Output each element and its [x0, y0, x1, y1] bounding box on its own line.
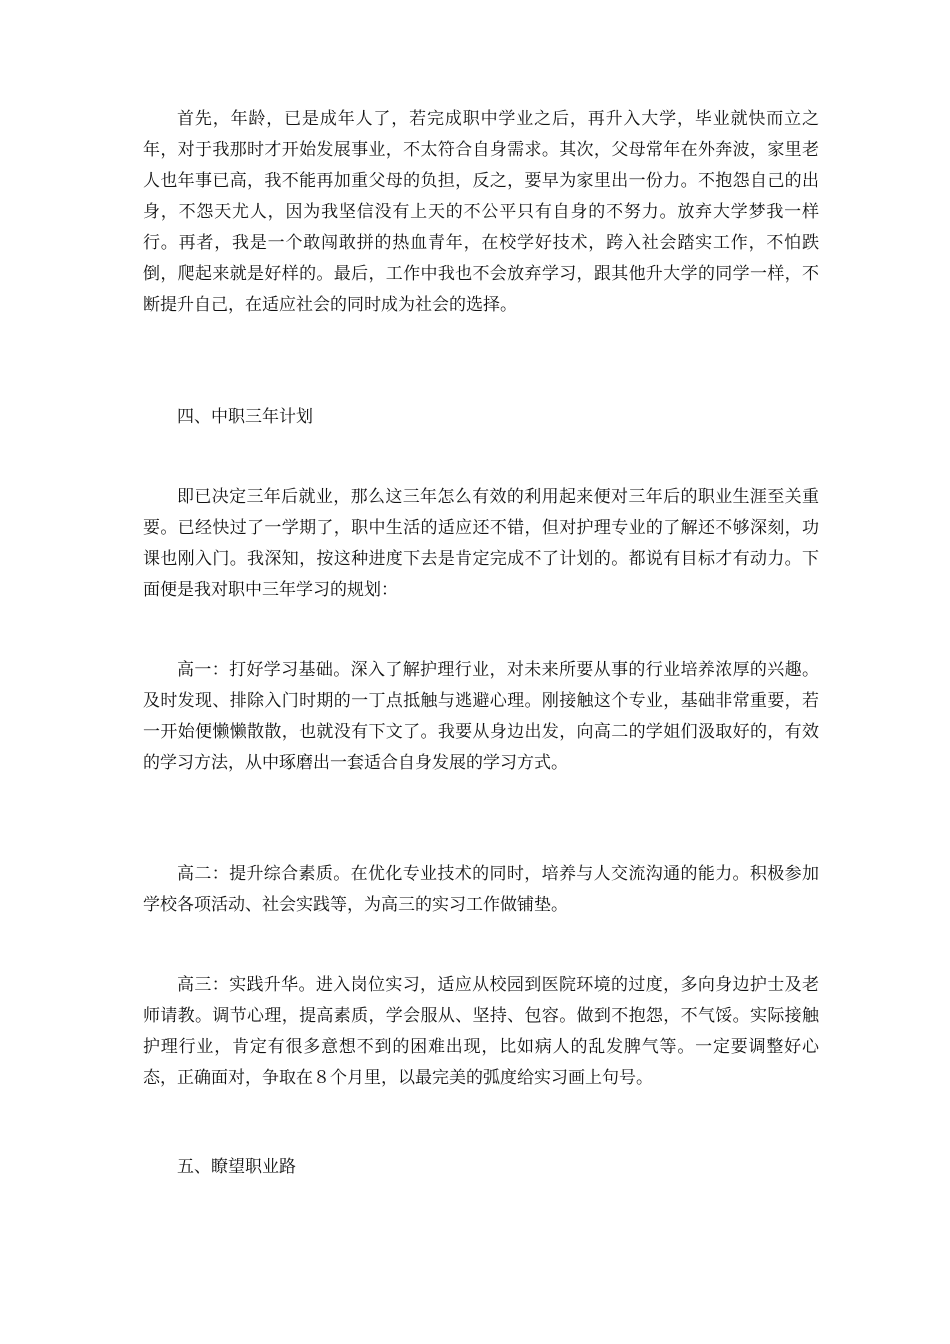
section-heading-four: 四、中职三年计划 — [177, 407, 313, 427]
paragraph-grade-two: 高二：提升综合素质。在优化专业技术的同时，培养与人交流沟通的能力。积极参加学校各项活动、社会实践等，为高三的实习工作做铺垫。 — [143, 864, 819, 915]
paragraph-grade-one: 高一：打好学习基础。深入了解护理行业，对未来所要从事的行业培养浓厚的兴趣。及时发现、排除入门时期的一丁点抵触与逃避心理。刚接触这个专业，基础非常重要，若一开始便懒懒散散，也就没有下文了。我要从身边出发，向高二的学姐们汲取好的，有效的学习方法，从中琢磨出一套适合自身发展的学习方式。 — [143, 660, 819, 773]
paragraph-grade-three: 高三：实践升华。进入岗位实习，适应从校园到医院环境的过度，多向身边护士及老师请教。调节心理，提高素质，学会服从、坚持、包容。做到不抱怨，不气馁。实际接触护理行业，肯定有很多意想不到的困难出现，比如病人的乱发脾气等。一定要调整好心态，正确面对，争取在８个月里，以最完美的弧度给实习画上句号。 — [143, 975, 819, 1088]
section-heading-five: 五、瞭望职业路 — [177, 1157, 296, 1177]
paragraph-reasons: 首先，年龄，已是成年人了，若完成职中学业之后，再升入大学，毕业就快而立之年，对于我那时才开始发展事业，不太符合自身需求。其次，父母常年在外奔波，家里老人也年事已高，我不能再加重父母的负担，反之，要早为家里出一份力。不抱怨自己的出身，不怨天尤人，因为我坚信没有上天的不公平只有自身的不努力。放弃大学梦我一样行。再者，我是一个敢闯敢拼的热血青年，在校学好技术，跨入社会踏实工作，不怕跌倒，爬起来就是好样的。最后，工作中我也不会放弃学习，跟其他升大学的同学一样，不断提升自己，在适应社会的同时成为社会的选择。 — [143, 109, 819, 315]
paragraph-plan-intro: 即已决定三年后就业，那么这三年怎么有效的利用起来便对三年后的职业生涯至关重要。已经快过了一学期了，职中生活的适应还不错，但对护理专业的了解还不够深刻，功课也刚入门。我深知，按这种进度下去是肯定完成不了计划的。都说有目标才有动力。下面便是我对职中三年学习的规划： — [143, 487, 819, 600]
